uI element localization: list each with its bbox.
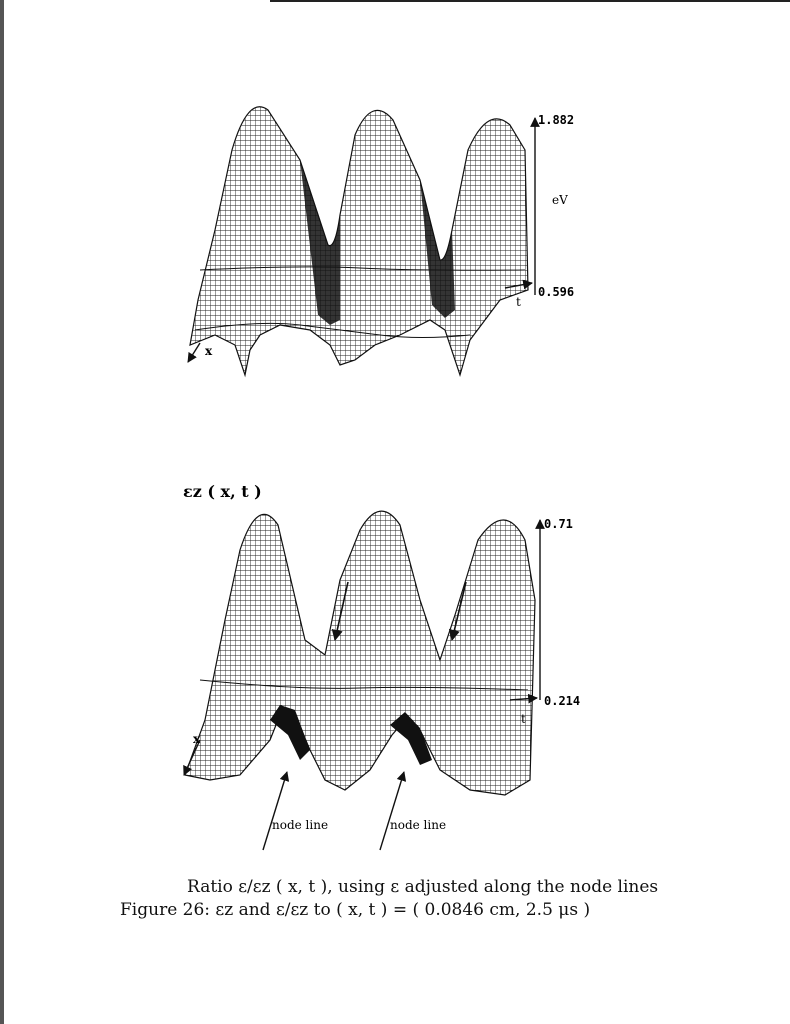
figure-caption-line-2: Figure 26: εz and ε/εz to ( x, t ) = ( 0.0846 cm, 2.5 μs ): [120, 900, 591, 920]
axis-min-label-2: 0.214: [544, 694, 581, 708]
node-line-label-2: node line: [390, 818, 447, 832]
plot-title-2: εz ( x, t ): [183, 482, 262, 501]
node-line-arrow-1: [263, 772, 287, 850]
axis-max-label-1: 1.882: [538, 113, 575, 127]
surface-mesh-2: [185, 511, 535, 795]
surface-mesh-1: [190, 107, 528, 375]
unit-label-1: eV: [552, 193, 568, 207]
surface-plot-1: [188, 107, 574, 375]
t-axis-label-2: t: [521, 712, 526, 726]
x-axis-label-2: x: [193, 732, 201, 746]
node-line-arrow-2: [380, 772, 404, 850]
axis-max-label-2: 0.71: [544, 517, 573, 531]
figure-caption-line-1: Ratio ε/εz ( x, t ), using ε adjusted along the node lines: [187, 877, 659, 897]
axis-min-label-1: 0.596: [538, 285, 575, 299]
surface-plot-2: [183, 482, 580, 850]
node-line-label-1: node line: [272, 818, 329, 832]
t-axis-label-1: t: [516, 295, 521, 309]
x-axis-label-1: x: [205, 344, 213, 358]
x-axis-arrow-1: [188, 343, 200, 362]
